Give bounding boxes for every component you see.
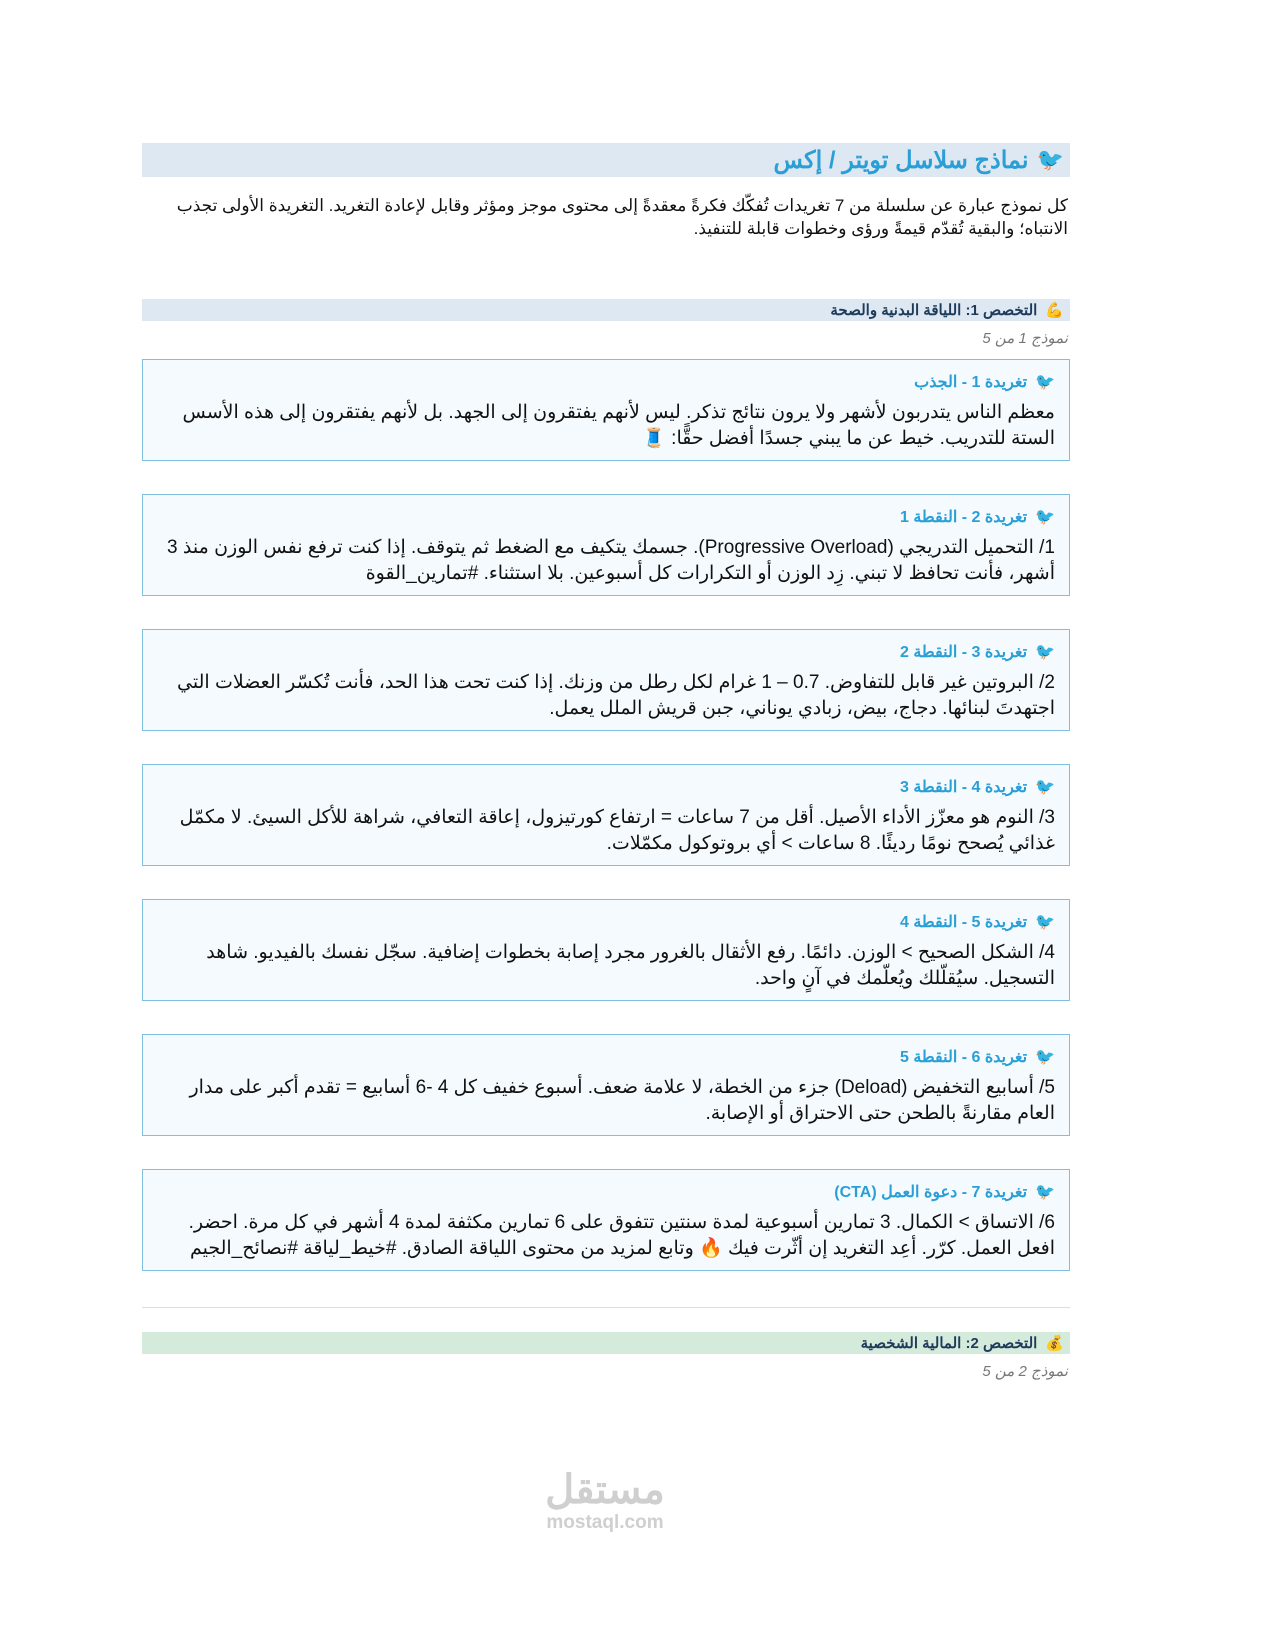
- tweet-card: [142, 494, 1070, 596]
- tweet-title-text: تغريدة 2 - النقطة 1: [899, 509, 1028, 526]
- page-title-bar: [142, 143, 1070, 177]
- tweet-title: [157, 777, 1055, 799]
- section-title: التخصص 1: اللياقة البدنية والصحة: [830, 302, 1038, 319]
- tweet-title-text: تغريدة 6 - النقطة 5: [899, 1049, 1028, 1066]
- tweet-card: [142, 899, 1070, 1001]
- tweet-body: معظم الناس يتدربون لأشهر ولا يرون نتائج تذكر. ليس لأنهم يفتقرون إلى الجهد. بل لأنهم يفتقرون إلى هذه الأسس الستة للتدريب. خيط عن ما يبني جسدًا أفضل حقًّا: 🧵: [182, 402, 1055, 449]
- tweet-body: 3/ النوم هو معزّز الأداء الأصيل. أقل من 7 ساعات = ارتفاع كورتيزول، إعاقة التعافي، شراهة للأكل السيئ. لا مكمّل غذائي يُصحح نومًا رديئًا. 8 ساعات > أي بروتوكول مكمّلات.: [179, 807, 1055, 854]
- tweet-title: [157, 372, 1055, 394]
- tweet-body: 4/ الشكل الصحيح > الوزن. دائمًا. رفع الأثقال بالغرور مجرد إصابة بخطوات إضافية. سجّل نفسك بالفيديو. شاهد التسجيل. سيُقلّلك ويُعلّمك في آنٍ واحد.: [206, 942, 1055, 989]
- money-bag-icon: 💰: [1045, 1335, 1064, 1352]
- bird-icon: 🐦: [1035, 1184, 1055, 1201]
- tweet-title-text: تغريدة 4 - النقطة 3: [899, 779, 1028, 796]
- bird-icon: 🐦: [1035, 1049, 1055, 1066]
- sample-label: نموذج 2 من 5: [982, 1363, 1068, 1380]
- bird-icon: 🐦: [1035, 779, 1055, 796]
- tweet-title: [157, 912, 1055, 934]
- tweet-title-text: تغريدة 3 - النقطة 2: [899, 644, 1028, 661]
- tweet-title-text: تغريدة 5 - النقطة 4: [899, 914, 1028, 931]
- bird-icon: 🐦: [1035, 914, 1055, 931]
- section-heading-fitness: [142, 299, 1070, 321]
- bird-icon: 🐦: [1035, 509, 1055, 526]
- page-title: نماذج سلاسل تويتر / إكس: [773, 146, 1029, 174]
- tweet-title: [157, 1182, 1055, 1204]
- tweet-body: 6/ الاتساق > الكمال. 3 تمارين أسبوعية لمدة سنتين تتفوق على 6 تمارين مكثفة لمدة 4 أشهر في كل مرة. احضر. افعل العمل. كرّر. أعِد التغريد إن أثّرت فيك 🔥 وتابع لمزيد من محتوى اللياقة الصادق. #خيط_لياقة #نصائح_الجيم: [188, 1212, 1055, 1259]
- watermark-logo: [530, 1468, 680, 1534]
- tweet-card: [142, 1034, 1070, 1136]
- tweet-title-text: تغريدة 1 - الجذب: [914, 374, 1028, 391]
- tweet-card: [142, 359, 1070, 461]
- sample-label: نموذج 1 من 5: [982, 330, 1068, 347]
- tweet-title: [157, 507, 1055, 529]
- watermark-url: mostaql.com: [546, 1512, 664, 1533]
- tweet-title: [157, 1047, 1055, 1069]
- tweet-body: 1/ التحميل التدريجي (Progressive Overload). جسمك يتكيف مع الضغط ثم يتوقف. إذا كنت ترفع نفس الوزن منذ 3 أشهر، فأنت تحافظ لا تبني. زِد الوزن أو التكرارات كل أسبوعين. بلا استثناء. #تمارين_القوة: [167, 537, 1055, 584]
- bird-icon: 🐦: [1036, 147, 1064, 172]
- section-heading-finance: [142, 1332, 1070, 1354]
- bird-icon: 🐦: [1035, 374, 1055, 391]
- bird-icon: 🐦: [1035, 644, 1055, 661]
- document-page: [142, 143, 1070, 1392]
- flexed-biceps-icon: 💪: [1045, 302, 1064, 319]
- tweet-card: [142, 764, 1070, 866]
- tweet-card: [142, 629, 1070, 731]
- tweet-title: [157, 642, 1055, 664]
- tweet-body: 5/ أسابيع التخفيض (Deload) جزء من الخطة، لا علامة ضعف. أسبوع خفيف كل 4 -6 أسابيع = تقدم أكبر على مدار العام مقارنةً بالطحن حتى الاحتراق أو الإصابة.: [189, 1077, 1055, 1124]
- section-title: التخصص 2: المالية الشخصية: [860, 1335, 1038, 1352]
- tweet-body: 2/ البروتين غير قابل للتفاوض. 0.7 – 1 غرام لكل رطل من وزنك. إذا كنت تحت هذا الحد، فأنت تُكسّر العضلات التي اجتهدتَ لبنائها. دجاج، بيض، زبادي يوناني، جبن قريش الملل يعمل.: [177, 672, 1055, 719]
- watermark-arabic: مستقل: [545, 1468, 665, 1512]
- section-divider: [142, 1307, 1070, 1308]
- tweet-card: [142, 1169, 1070, 1271]
- tweet-title-text: تغريدة 7 - دعوة العمل (CTA): [834, 1184, 1028, 1201]
- intro-paragraph: كل نموذج عبارة عن سلسلة من 7 تغريدات تُفكّك فكرةً معقدةً إلى محتوى موجز ومؤثر وقابل لإعادة التغريد. التغريدة الأولى تجذب الانتباه؛ والبقية تُقدّم قيمةً ورؤى وخطوات قابلة للتنفيذ.: [176, 196, 1068, 238]
